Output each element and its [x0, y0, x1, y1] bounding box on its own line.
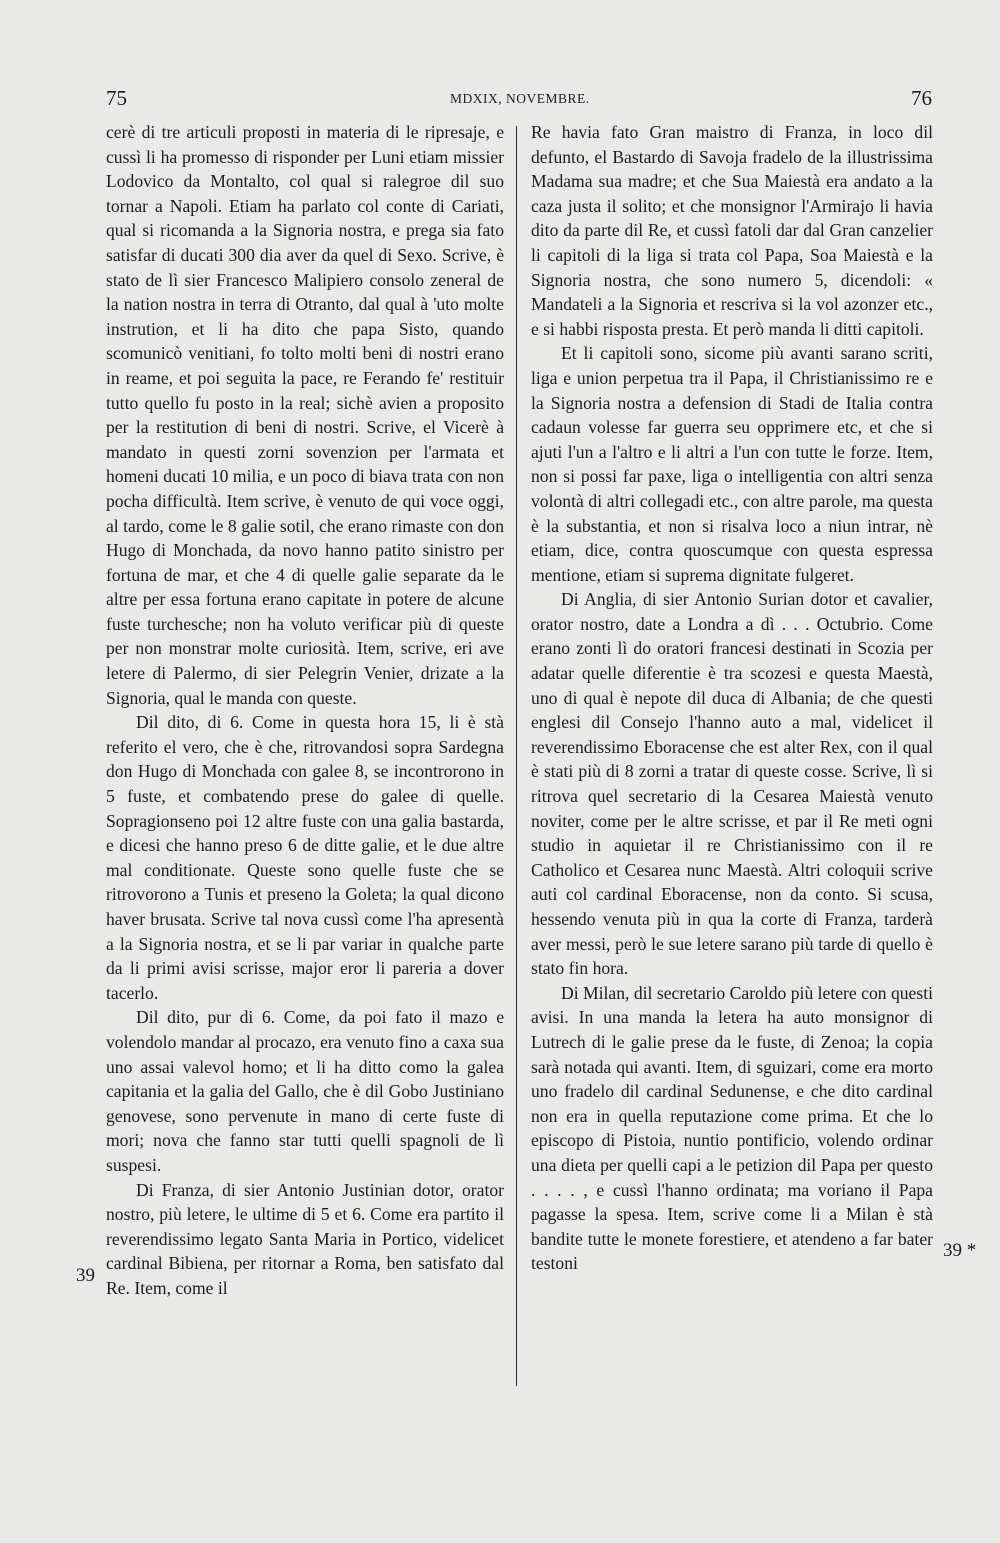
left-paragraph-3: Dil dito, pur di 6. Come, da poi fato il mazo e volendolo mandar al procazo, era venuto fino a caxa sua uno assai valevol homo; et li ha ditto como la galea capitania et la galia del Gallo, che è dil Gobo Justiniano genovese, sono pervenute in mano di certe fuste di mori; nova che fanno star tutti quelli spagnoli de lì suspesi. — [106, 1007, 504, 1175]
left-paragraph-4: Di Franza, di sier Antonio Justinian dotor, orator nostro, più letere, le ultime di 5 et 6. Come era partito il reverendissimo legato Santa Maria in Portico, videlicet cardinal Bibiena, per ritornar a Roma, ben satisfato dal Re. Item, come il — [106, 1179, 504, 1298]
page-header — [0, 86, 1000, 116]
left-paragraph-1: cerè di tre articuli proposti in materia di le ripresaje, e cussì li ha promesso di risponder per Luni etiam missier Lodovico da Montalto, col qual si ralegroe dil suo tornar a Napoli. Etiam ha parlato col conte di Cariati, qual si ricomanda a la Signoria nostra, e prega sia fato satisfar di ducati 300 dia aver da quel di Sexo. Scrive, è stato de lì sier Francesco Malipiero consolo zeneral de la nation nostra in terra di Otranto, dal qual à 'uto molte instrution, et li ha dito che papa Sisto, quando scomunicò venitiani, fo tolto molti beni di nostri erano in reame, et poi seguita la pace, re Ferando fe' restituir tutto quello fu posto in la real; sichè avien a proposito per la restitution di beni di nostri. Scrive, el Vicerè à mandato in questi zorni sovenzion per l'armata et homeni ducati 10 milia, e un poco di biava trata con non pocha difficultà. Item scrive, è venuto de qui voce oggi, al tardo, come le 8 galie sotil, che erano rimaste con don Hugo di Monchada, da novo hanno patito sinistro per fortuna de mar, et che 4 di quelle galie separate da le altre per essa fortuna erano capitate in potere de alcune fuste turchesche; non ha voluto verificar più di queste per non monstrar molte curiosità. Item, scrive, eri ave letere di Palermo, di sier Pelegrin Venier, drizate a la Signoria, qual le manda con queste. — [106, 122, 504, 708]
margin-number-left: 39 — [76, 1265, 95, 1286]
left-column — [106, 120, 504, 1301]
right-paragraph-3: Di Anglia, di sier Antonio Surian dotor et cavalier, orator nostro, date a Londra a dì . . . Octubrio. Come erano zonti lì do oratori francesi destinati in Scozia per adatar quelle diferentie è tra scozesi e questa Maestà, uno di qual è nepote dil duca di Albania; de che questi englesi dil Consejo l'hanno auto a mal, videlicet il reverendissimo Eboracense che est alter Rex, con il qual è stati più di 8 zorni a tratar di queste cosse. Scrive, lì si ritrova quel secretario di la Cesarea Maiestà venuto noviter, come per le altre scrisse, et par il Re meti ogni studio in aquietar il re Christianissimo con il re Catholico et Cesarea nunc Maestà. Altri coloquii scrive auti col cardinal Eboracense, non da conto. Si scusa, hessendo venuta più in qua la corte di Franza, tarderà aver messi, però le sue letere sarano più tarde di quello è stato fin hora. — [531, 589, 933, 979]
left-paragraph-2: Dil dito, di 6. Come in questa hora 15, li è stà referito el vero, che è che, ritrovandosi sopra Sardegna don Hugo di Monchada con galee 8, se incontrorono in 5 fuste, et combatendo prese do galee di quelle. Sopragionseno poi 12 altre fuste con una galia bastarda, e dicesi che hanno preso 6 de ditte galie, et le due altre mal conditionate. Queste sono quelle fuste che se ritrovorono a Tunis et preseno la Goleta; la qual dicono haver brusata. Scrive tal nova cussì come l'ha apresentà a la Signoria nostra, et se li par variar in qualche parte da li primi avisi scrisse, major eror li pareria a dover tacerlo. — [106, 712, 504, 1003]
column-divider — [516, 126, 517, 1386]
page-number-left: 75 — [106, 86, 127, 110]
page-number-right: 76 — [911, 86, 932, 110]
right-paragraph-4: Di Milan, dil secretario Caroldo più letere con questi avisi. In una manda la letera ha auto monsignor di Lutrech di le galie prese da le fuste, di Zenoa; la copia sarà notada qui avanti. Item, di sguizari, come era morto uno fradelo dil cardinal Sedunense, e che dito cardinal non era in quella reputazione come prima. Et che lo episcopo di Pistoia, nuntio pontificio, volendo ordinar una dieta per quelli capi a le petizion dil Papa per questo . . . . , e cussì l'hanno ordinata; ma voriano il Papa pagasse la spesa. Item, scrive come li a Milan è stà bandite tutte le monete forestiere, et atendeno a far bater testoni — [531, 982, 933, 1274]
running-title: MDXIX, NOVEMBRE. — [450, 91, 590, 106]
margin-number-right: 39 * — [943, 1240, 977, 1261]
right-paragraph-1: Re havia fato Gran maistro di Franza, in loco dil defunto, el Bastardo di Savoja fradelo de la illustrissima Madama sua madre; et che Sua Maiestà era andato a la caza justa il solito; et che monsignor l'Armirajo li havia dito da parte dil Re, et cussì fatoli dar dal Gran canzelier li capitoli di la liga si trata col Papa, Soa Maiestà e la Signoria nostra, che sono numero 5, dicendoli: « Mandateli a la Signoria et rescriva si la vol azonzer etc., e si habbi risposta presta. Et però manda li ditti capitoli. — [531, 122, 933, 339]
right-column — [531, 120, 933, 1276]
right-paragraph-2: Et li capitoli sono, sicome più avanti sarano scriti, liga e union perpetua tra il Papa, il Christianissimo re e la Signoria nostra a defension di Stadi de Italia contra cadaun volesse far guerra seu opprimere etc, et che si ajuti l'un a l'altro e li altri a l'un con tutte le forze. Item, non si possi far paxe, liga o intelligentia con altri senza volontà di altri collegadi etc., con altre parole, ma questa è la substantia, et non si risalva loco a niun intrar, nè etiam, dice, contra quoscumque con questa espressa mentione, etiam si suprema dignitate fulgeret. — [531, 343, 933, 585]
